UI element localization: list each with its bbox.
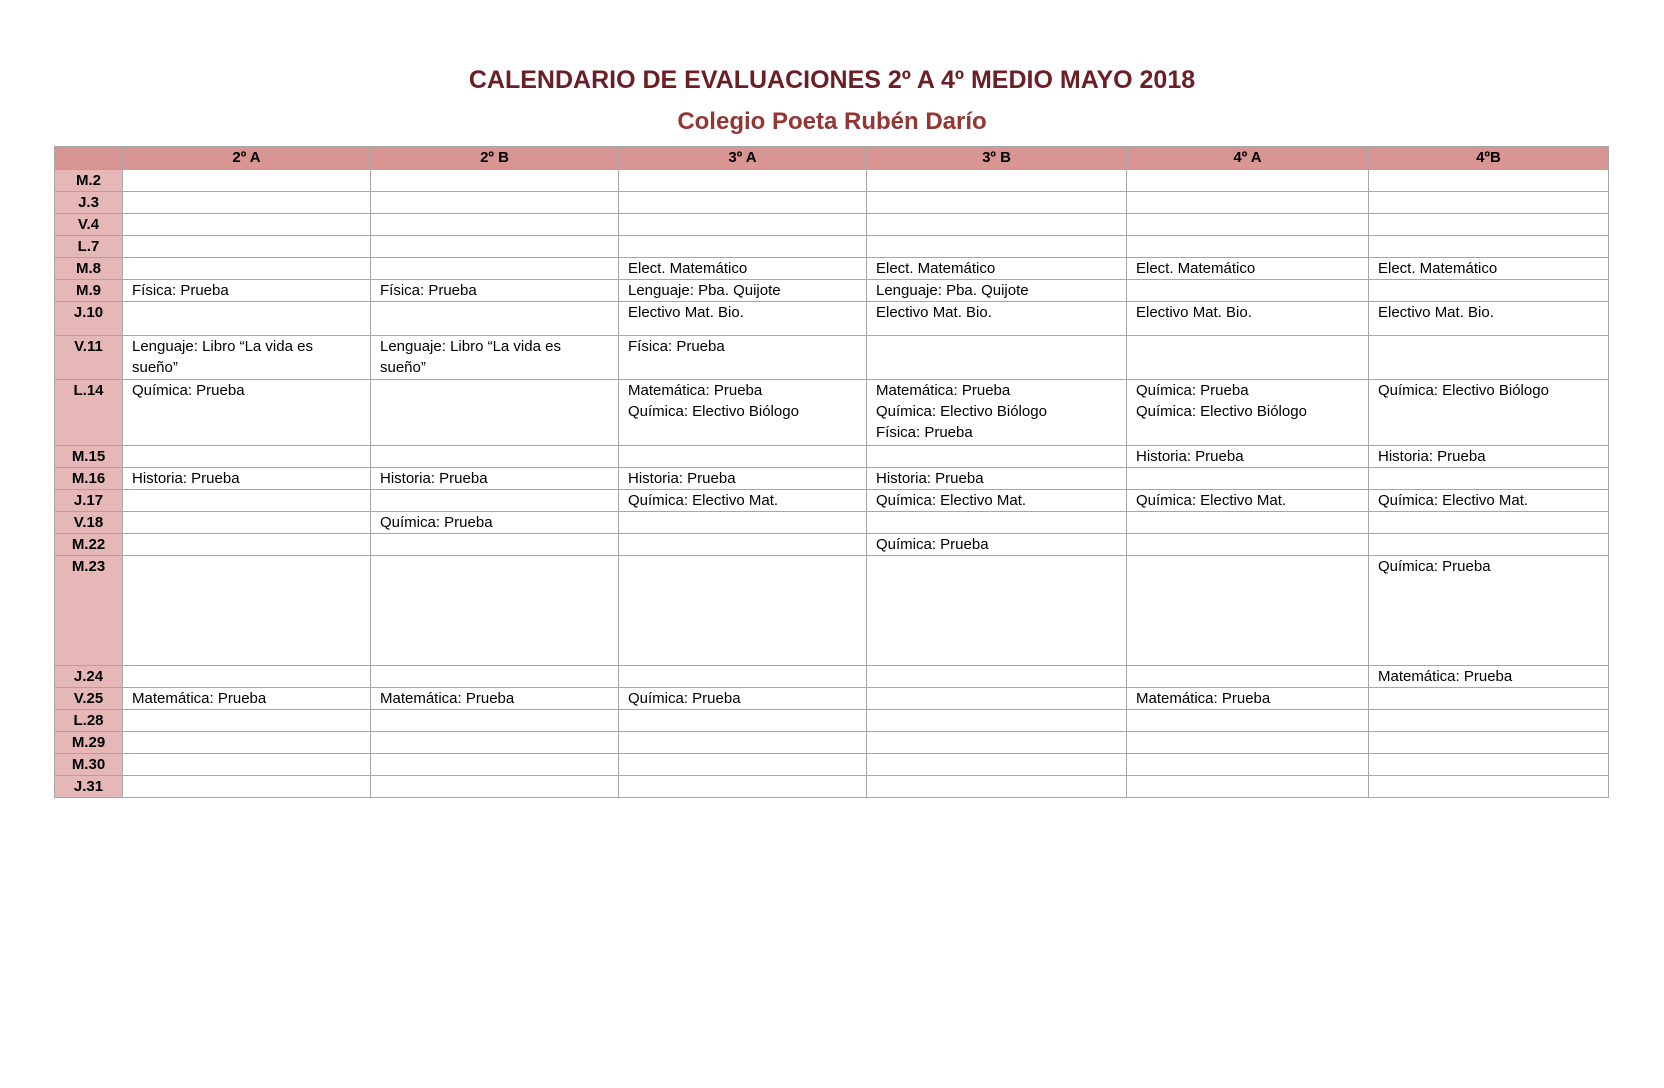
evaluation-cell (619, 512, 867, 534)
evaluation-cell (1127, 468, 1369, 490)
evaluation-cell (867, 380, 1127, 446)
evaluation-cell (619, 258, 867, 280)
table-row (55, 192, 1609, 214)
evaluation-entry: Química: Electivo Mat. (628, 492, 779, 509)
day-label: V.11 (55, 336, 123, 380)
evaluation-cell (1369, 732, 1609, 754)
evaluation-entry: Lenguaje: Pba. Quijote (628, 282, 781, 299)
evaluation-cell (867, 666, 1127, 688)
evaluation-cell (867, 688, 1127, 710)
evaluation-cell (371, 192, 619, 214)
evaluation-cell (371, 380, 619, 446)
evaluation-cell (1127, 732, 1369, 754)
evaluation-cell (619, 776, 867, 798)
evaluation-cell (1369, 170, 1609, 192)
evaluation-cell (1127, 512, 1369, 534)
evaluation-cell (867, 534, 1127, 556)
evaluation-cell (1369, 776, 1609, 798)
evaluation-cell (1127, 556, 1369, 666)
evaluation-cell (619, 490, 867, 512)
evaluation-entry: Lenguaje: Libro “La vida es sueño” (132, 338, 313, 376)
evaluation-cell (867, 192, 1127, 214)
evaluation-entry: Química: Electivo Biólogo (876, 403, 1047, 420)
table-row (55, 534, 1609, 556)
evaluation-entry: Historia: Prueba (380, 470, 488, 487)
evaluation-entry: Química: Prueba (1378, 558, 1491, 575)
evaluation-cell (371, 710, 619, 732)
evaluation-cell (867, 236, 1127, 258)
evaluation-cell (619, 710, 867, 732)
evaluation-cell (371, 490, 619, 512)
evaluation-entry: Química: Prueba (380, 514, 493, 531)
evaluation-cell (867, 776, 1127, 798)
evaluation-cell (1369, 754, 1609, 776)
evaluation-entry: Elect. Matemático (628, 260, 748, 277)
evaluation-cell (867, 468, 1127, 490)
evaluation-entry: Química: Prueba (132, 382, 245, 399)
evaluation-entry: Química: Electivo Biólogo (1136, 403, 1307, 420)
evaluation-cell (1127, 710, 1369, 732)
evaluation-entry: Electivo Mat. Bio. (876, 304, 992, 321)
day-label: V.4 (55, 214, 123, 236)
table-row (55, 380, 1609, 446)
evaluation-cell (1369, 280, 1609, 302)
evaluation-cell (123, 688, 371, 710)
day-label: L.7 (55, 236, 123, 258)
evaluation-cell (123, 170, 371, 192)
day-label: J.17 (55, 490, 123, 512)
evaluation-cell (1369, 336, 1609, 380)
evaluation-cell (867, 280, 1127, 302)
evaluation-cell (867, 732, 1127, 754)
day-label: M.30 (55, 754, 123, 776)
evaluation-cell (123, 336, 371, 380)
evaluation-cell (1369, 666, 1609, 688)
evaluation-entry: Física: Prueba (132, 282, 229, 299)
day-label: M.9 (55, 280, 123, 302)
evaluation-cell (371, 214, 619, 236)
document-title: CALENDARIO DE EVALUACIONES 2º A 4º MEDIO MAYO 2018 (468, 66, 1196, 94)
evaluation-cell (123, 380, 371, 446)
evaluation-cell (867, 258, 1127, 280)
evaluation-cell (619, 302, 867, 336)
evaluation-entry: Elect. Matemático (876, 260, 996, 277)
evaluation-cell (371, 534, 619, 556)
table-row (55, 170, 1609, 192)
table-row (55, 688, 1609, 710)
evaluation-entry: Química: Prueba (1136, 382, 1249, 399)
evaluation-entry: Física: Prueba (628, 338, 725, 355)
evaluation-cell (1369, 468, 1609, 490)
evaluation-entry: Matemática: Prueba (1378, 668, 1513, 685)
evaluation-cell (867, 214, 1127, 236)
evaluation-cell (371, 170, 619, 192)
table-row (55, 302, 1609, 336)
evaluation-cell (123, 754, 371, 776)
evaluation-cell (1369, 490, 1609, 512)
evaluation-entry: Lenguaje: Pba. Quijote (876, 282, 1029, 299)
table-row (55, 556, 1609, 666)
evaluation-cell (371, 512, 619, 534)
evaluation-cell (1369, 236, 1609, 258)
table-row (55, 468, 1609, 490)
evaluation-cell (1369, 688, 1609, 710)
evaluation-entry: Química: Electivo Mat. (1378, 492, 1529, 509)
table-row (55, 336, 1609, 380)
column-header-day (55, 147, 123, 170)
evaluation-cell (619, 280, 867, 302)
evaluation-cell (1369, 710, 1609, 732)
evaluation-entry: Matemática: Prueba (132, 690, 267, 707)
evaluation-cell (867, 556, 1127, 666)
evaluation-cell (867, 170, 1127, 192)
evaluation-entry: Química: Electivo Biólogo (628, 403, 799, 420)
evaluation-cell (1369, 446, 1609, 468)
evaluation-entry: Elect. Matemático (1378, 260, 1498, 277)
day-label: V.18 (55, 512, 123, 534)
evaluation-cell (867, 446, 1127, 468)
evaluation-cell (371, 776, 619, 798)
evaluation-cell (619, 380, 867, 446)
evaluation-cell (1127, 302, 1369, 336)
evaluation-cell (123, 280, 371, 302)
evaluation-cell (867, 336, 1127, 380)
evaluation-entry: Historia: Prueba (628, 470, 736, 487)
evaluation-cell (867, 302, 1127, 336)
evaluation-cell (1127, 280, 1369, 302)
evaluation-cell (123, 192, 371, 214)
day-label: L.28 (55, 710, 123, 732)
evaluation-cell (1369, 380, 1609, 446)
day-label: L.14 (55, 380, 123, 446)
evaluation-cell (1369, 534, 1609, 556)
evaluation-cell (123, 468, 371, 490)
day-label: J.3 (55, 192, 123, 214)
table-row (55, 512, 1609, 534)
column-header-3b: 3º B (867, 147, 1127, 170)
table-row (55, 258, 1609, 280)
evaluation-cell (619, 236, 867, 258)
day-label: M.23 (55, 556, 123, 666)
evaluation-cell (123, 556, 371, 666)
evaluation-entry: Física: Prueba (380, 282, 477, 299)
evaluation-cell (619, 170, 867, 192)
evaluation-cell (1127, 754, 1369, 776)
evaluation-cell (619, 192, 867, 214)
evaluation-cell (371, 236, 619, 258)
evaluation-cell (1369, 512, 1609, 534)
evaluation-cell (123, 710, 371, 732)
evaluation-cell (619, 666, 867, 688)
evaluation-entry: Lenguaje: Libro “La vida es sueño” (380, 338, 561, 376)
evaluation-entry: Matemática: Prueba (380, 690, 515, 707)
evaluation-cell (867, 512, 1127, 534)
evaluation-cell (1369, 192, 1609, 214)
evaluation-cell (619, 446, 867, 468)
evaluation-cell (123, 490, 371, 512)
table-row (55, 490, 1609, 512)
day-label: M.16 (55, 468, 123, 490)
evaluation-entry: Matemática: Prueba (628, 382, 763, 399)
evaluation-cell (1369, 214, 1609, 236)
evaluation-cell (619, 336, 867, 380)
evaluation-cell (1127, 666, 1369, 688)
evaluation-entry: Química: Electivo Mat. (1136, 492, 1287, 509)
header-row (55, 147, 1609, 170)
evaluation-cell (123, 236, 371, 258)
column-header-4a: 4º A (1127, 147, 1369, 170)
day-label: J.24 (55, 666, 123, 688)
evaluation-entry: Electivo Mat. Bio. (628, 304, 744, 321)
evaluation-cell (123, 732, 371, 754)
evaluation-cell (1127, 192, 1369, 214)
calendar-body (55, 170, 1609, 798)
evaluation-cell (1127, 258, 1369, 280)
evaluation-cell (1127, 490, 1369, 512)
evaluation-entry: Historia: Prueba (876, 470, 984, 487)
table-row (55, 446, 1609, 468)
day-label: M.15 (55, 446, 123, 468)
evaluation-cell (1127, 776, 1369, 798)
evaluation-cell (1127, 534, 1369, 556)
evaluation-cell (619, 754, 867, 776)
evaluation-cell (1369, 302, 1609, 336)
evaluation-cell (1127, 214, 1369, 236)
day-label: V.25 (55, 688, 123, 710)
evaluation-cell (371, 666, 619, 688)
evaluation-cell (867, 754, 1127, 776)
evaluation-entry: Química: Prueba (876, 536, 989, 553)
day-label: M.29 (55, 732, 123, 754)
evaluation-cell (371, 280, 619, 302)
evaluation-cell (1369, 556, 1609, 666)
evaluation-cell (619, 468, 867, 490)
evaluation-cell (123, 534, 371, 556)
evaluation-cell (371, 468, 619, 490)
evaluation-cell (619, 556, 867, 666)
day-label: M.2 (55, 170, 123, 192)
table-row (55, 776, 1609, 798)
evaluation-cell (619, 732, 867, 754)
evaluation-cell (371, 446, 619, 468)
evaluation-cell (1127, 170, 1369, 192)
evaluation-cell (371, 732, 619, 754)
evaluation-entry: Elect. Matemático (1136, 260, 1256, 277)
table-row (55, 280, 1609, 302)
column-header-4b: 4ºB (1369, 147, 1609, 170)
day-label: J.10 (55, 302, 123, 336)
evaluation-cell (619, 688, 867, 710)
evaluation-entry: Historia: Prueba (132, 470, 240, 487)
table-row (55, 754, 1609, 776)
evaluation-cell (123, 302, 371, 336)
evaluation-cell (123, 776, 371, 798)
evaluation-cell (123, 258, 371, 280)
evaluation-cell (619, 534, 867, 556)
table-row (55, 732, 1609, 754)
evaluation-entry: Física: Prueba (876, 424, 973, 441)
column-header-3a: 3º A (619, 147, 867, 170)
table-row (55, 666, 1609, 688)
evaluation-cell (371, 258, 619, 280)
evaluation-cell (1127, 336, 1369, 380)
table-row (55, 710, 1609, 732)
document-subtitle: Colegio Poeta Rubén Darío (677, 108, 987, 135)
day-label: J.31 (55, 776, 123, 798)
evaluation-entry: Historia: Prueba (1136, 448, 1244, 465)
evaluation-entry: Matemática: Prueba (876, 382, 1011, 399)
evaluation-cell (123, 214, 371, 236)
evaluation-cell (1127, 380, 1369, 446)
table-row (55, 236, 1609, 258)
evaluation-cell (619, 214, 867, 236)
evaluation-cell (371, 556, 619, 666)
evaluation-cell (867, 710, 1127, 732)
column-header-2b: 2º B (371, 147, 619, 170)
evaluation-calendar-table (54, 146, 1609, 798)
day-label: M.22 (55, 534, 123, 556)
evaluation-cell (123, 446, 371, 468)
evaluation-cell (1127, 236, 1369, 258)
evaluation-cell (1369, 258, 1609, 280)
evaluation-cell (371, 688, 619, 710)
evaluation-cell (371, 336, 619, 380)
evaluation-cell (123, 512, 371, 534)
evaluation-entry: Matemática: Prueba (1136, 690, 1271, 707)
evaluation-cell (371, 754, 619, 776)
evaluation-entry: Química: Electivo Mat. (876, 492, 1027, 509)
column-header-2a: 2º A (123, 147, 371, 170)
evaluation-cell (123, 666, 371, 688)
evaluation-entry: Electivo Mat. Bio. (1136, 304, 1252, 321)
evaluation-cell (371, 302, 619, 336)
evaluation-entry: Química: Prueba (628, 690, 741, 707)
table-row (55, 214, 1609, 236)
evaluation-entry: Química: Electivo Biólogo (1378, 382, 1549, 399)
evaluation-cell (1127, 446, 1369, 468)
evaluation-entry: Historia: Prueba (1378, 448, 1486, 465)
evaluation-cell (1127, 688, 1369, 710)
evaluation-entry: Electivo Mat. Bio. (1378, 304, 1494, 321)
evaluation-cell (867, 490, 1127, 512)
day-label: M.8 (55, 258, 123, 280)
